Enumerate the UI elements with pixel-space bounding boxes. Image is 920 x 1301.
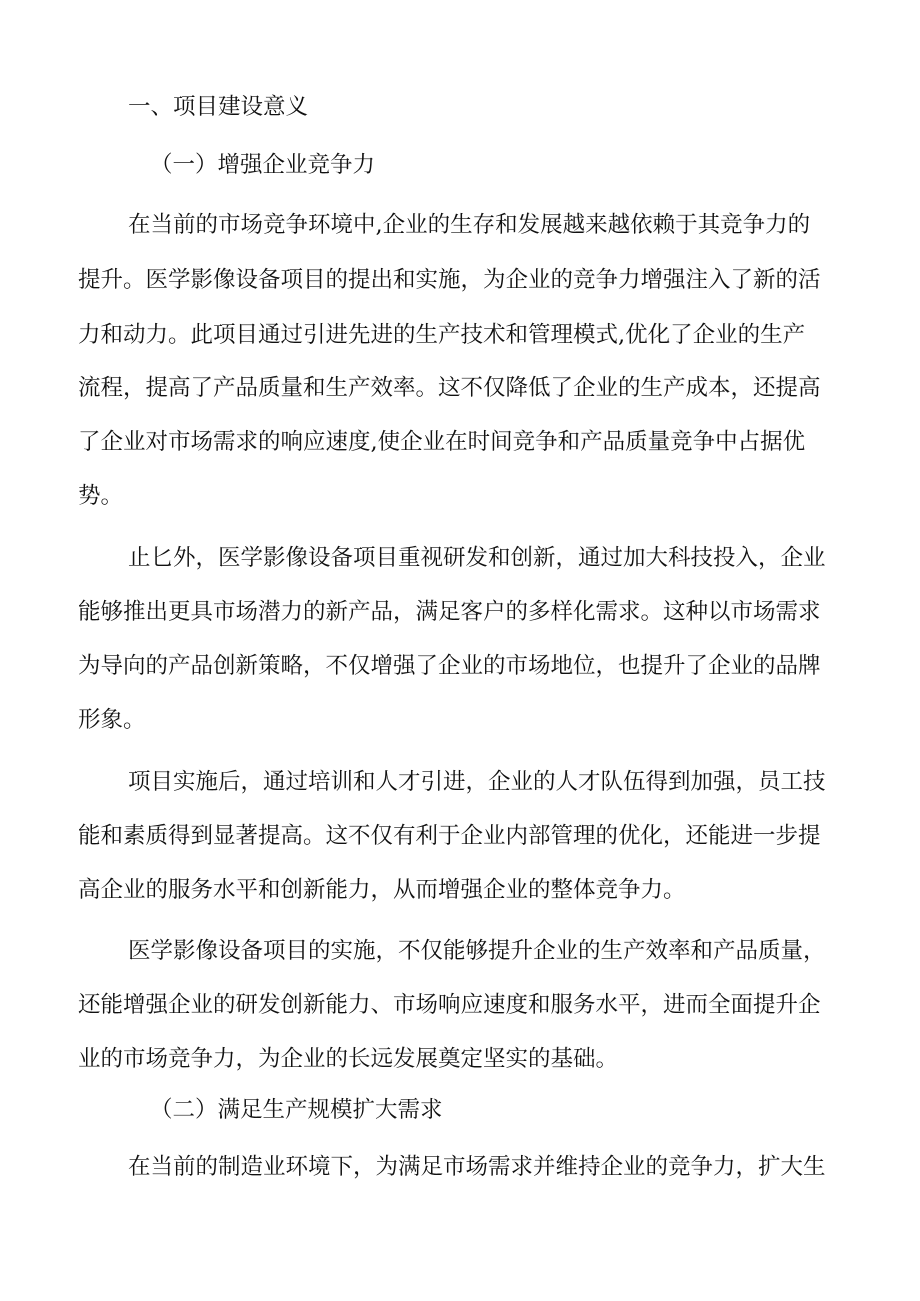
paragraph-line: 高企业的服务水平和创新能力，从而增强企业的整体竞争力。 [78, 877, 686, 903]
paragraph-line: 力和动力。此项目通过引进先进的生产技术和管理模式,优化了企业的生产 [78, 322, 806, 348]
paragraph-line: 流程，提高了产品质量和生产效率。这不仅降低了企业的生产成本，还提高 [78, 375, 821, 401]
paragraph-line: 医学影像设备项目的实施，不仅能够提升企业的生产效率和产品质量， [128, 938, 826, 964]
paragraph-line: 势。 [78, 483, 124, 509]
paragraph-line: 能够推出更具市场潜力的新产品，满足客户的多样化需求。这种以市场需求 [78, 599, 821, 625]
paragraph-line: 止匕外，医学影像设备项目重视研发和创新，通过加大科技投入，企业 [128, 545, 826, 571]
main-heading: 一、项目建设意义 [128, 94, 309, 120]
paragraph-line: 能和素质得到显著提高。这不仅有利于企业内部管理的优化，还能进一步提 [78, 823, 821, 849]
paragraph-line: 还能增强企业的研发创新能力、市场响应速度和服务水平，进而全面提升企 [78, 992, 821, 1018]
paragraph-line: 项目实施后，通过培训和人才引进，企业的人才队伍得到加强，员工技 [128, 769, 826, 795]
paragraph-line: 业的市场竞争力，为企业的长远发展奠定坚实的基础。 [78, 1046, 619, 1072]
paragraph-line: 形象。 [78, 707, 146, 733]
paragraph-line: 了企业对市场需求的响应速度,使企业在时间竞争和产品质量竞争中占据优 [78, 429, 806, 455]
section-1-title: （一）增强企业竞争力 [150, 152, 376, 178]
section-2-title: （二）满足生产规模扩大需求 [150, 1097, 443, 1123]
paragraph-line: 为导向的产品创新策略，不仅增强了企业的市场地位，也提升了企业的品牌 [78, 653, 821, 679]
paragraph-line: 提升。医学影像设备项目的提出和实施，为企业的竞争力增强注入了新的活 [78, 267, 821, 293]
paragraph-line: 在当前的制造业环境下，为满足市场需求并维持企业的竞争力，扩大生 [128, 1154, 826, 1180]
paragraph-line: 在当前的市场竞争环境中,企业的生存和发展越来越依赖于其竞争力的 [128, 212, 811, 238]
